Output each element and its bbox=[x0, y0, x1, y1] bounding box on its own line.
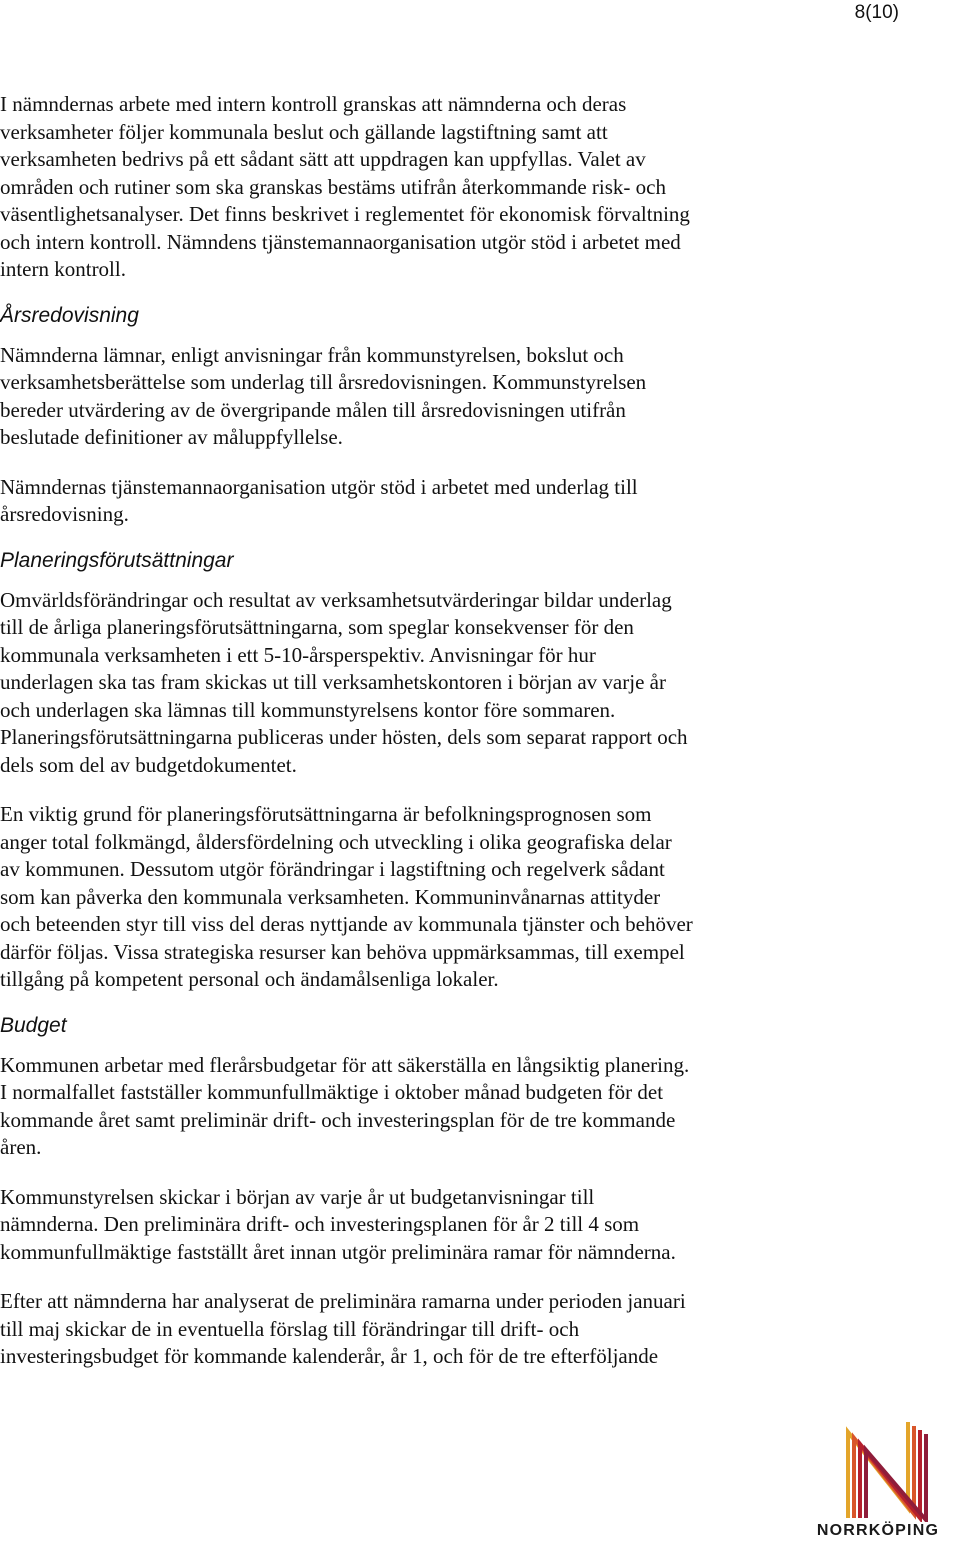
arsredovisning-paragraph-2: Nämndernas tjänstemannaorganisation utgör stöd i arbetet med underlag till årsredovisning. bbox=[0, 474, 638, 526]
planering-paragraph-2: En viktig grund för planeringsförutsättningarna är befolkningsprognosen som anger total folkmängd, åldersfördelning och utveckling i olika geografiska delar av kommunen. Dessutom utgör förändringar i lagstiftning och regelverk sådant som kan påverka den kommunala verksamheten. Kommuninvånarnas attityder och beteenden styr till viss del deras nyttjande av kommunala tjänster och behöver därför följas. Vissa strategiska resurser kan behöva uppmärksammas, till exempel tillgång på kompetent personal och ändamålsenliga lokaler. bbox=[0, 802, 693, 991]
heading-arsredovisning: Årsredovisning bbox=[0, 303, 139, 327]
page-number: 8(10) bbox=[854, 2, 899, 23]
arsredovisning-paragraph-1: Nämnderna lämnar, enligt anvisningar från kommunstyrelsen, bokslut och verksamhetsberättelse som underlag till årsredovisningen. Kommunstyrelsen bereder utvärdering av de övergripande målen till årsredovisningen utifrån beslutade definitioner av måluppfyllelse. bbox=[0, 342, 647, 449]
norrkoping-logo bbox=[810, 1418, 946, 1548]
document-body bbox=[0, 91, 800, 1371]
intro-paragraph: I nämndernas arbete med intern kontroll granskas att nämnderna och deras verksamheter följer kommunala beslut och gällande lagstiftning samt att verksamheten bedrivs på ett sådant sätt att uppdragen kan uppfyllas. Valet av områden och rutiner som ska granskas bestäms utifrån återkommande risk- och väsentlighetsanalyser. Det finns beskrivet i reglementet för ekonomisk förvaltning och intern kontroll. Nämndens tjänstemannaorganisation utgör stöd i arbetet med intern kontroll. bbox=[0, 92, 690, 281]
budget-paragraph-1: Kommunen arbetar med flerårsbudgetar för att säkerställa en långsiktig planering. I normalfallet fastställer kommunfullmäktige i oktober månad budgeten för det kommande året samt preliminär drift- och investeringsplan för de tre kommande åren. bbox=[0, 1052, 690, 1159]
budget-paragraph-3: Efter att nämnderna har analyserat de preliminära ramarna under perioden januari till maj skickar de in eventuella förslag till förändringar till drift- och investeringsbudget för kommande kalenderår, år 1, och för de tre efterföljande bbox=[0, 1289, 686, 1368]
heading-budget: Budget bbox=[0, 1013, 67, 1037]
norrkoping-n-mark bbox=[810, 1418, 946, 1522]
heading-planeringsforutsattningar: Planeringsförutsättningar bbox=[0, 548, 234, 572]
budget-paragraph-2: Kommunstyrelsen skickar i början av varje år ut budgetanvisningar till nämnderna. Den preliminära drift- och investeringsplanen för år 2 till 4 som kommunfullmäktige fastställt året innan utgör preliminära ramar för nämnderna. bbox=[0, 1184, 676, 1264]
planering-paragraph-1: Omvärldsförändringar och resultat av verksamhetsutvärderingar bildar underlag till de årliga planeringsförutsättningarna, som speglar konsekvenser för den kommunala verksamheten i ett 5-10-årsperspektiv. Anvisningar för hur underlagen ska tas fram skickas ut till verksamhetskontoren i början av varje år och underlagen ska lämnas till kommunstyrelsens kontor före sommaren. Planeringsförutsättningarna publiceras under hösten, dels som separat rapport och dels som del av budgetdokumentet. bbox=[0, 587, 688, 777]
logo-wordmark: NORRKÖPING bbox=[816, 1522, 940, 1539]
